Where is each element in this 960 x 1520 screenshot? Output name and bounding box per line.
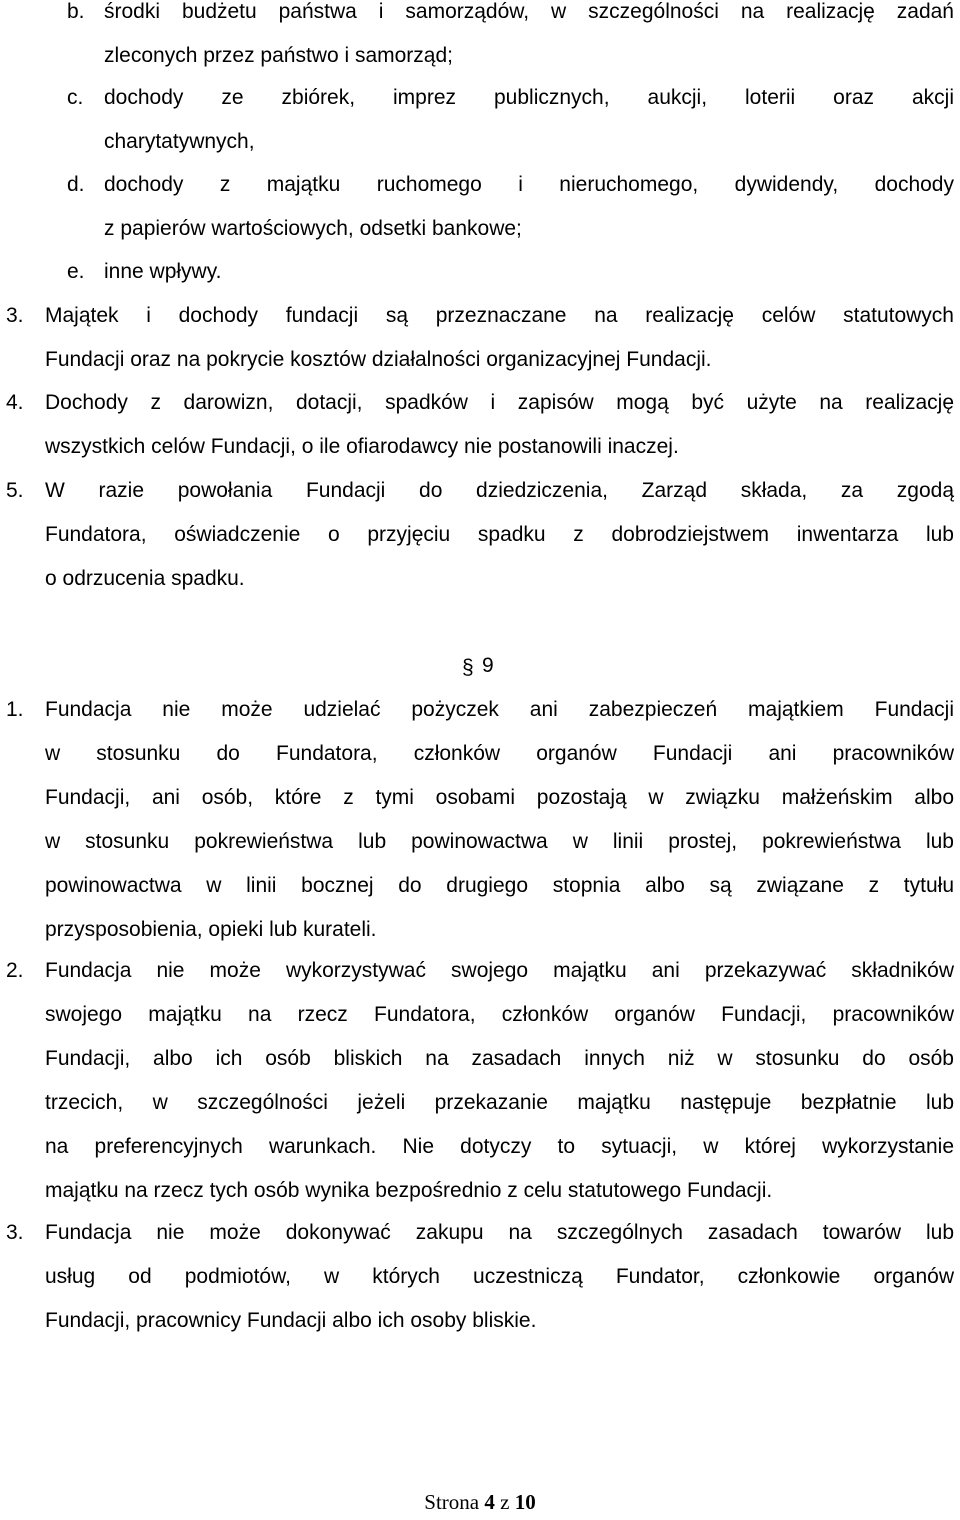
list-marker: 2. [6, 959, 24, 982]
list-item-text [104, 76, 954, 164]
text-line: trzecich, w szczególności jeżeli przekazanie majątku następuje bezpłatnie lub [45, 1091, 954, 1114]
text-line: Fundacja nie może dokonywać zakupu na szczególnych zasadach towarów lub [45, 1221, 954, 1244]
footer-prefix: Strona [424, 1490, 480, 1514]
list-marker: 5. [6, 479, 24, 502]
text-line: z papierów wartościowych, odsetki bankowe; [104, 217, 522, 240]
list-item-text [45, 949, 954, 1213]
text-line: charytatywnych, [104, 130, 255, 153]
text-line: Fundacji oraz na pokrycie kosztów działalności organizacyjnej Fundacji. [45, 348, 712, 371]
list-marker: b. [67, 0, 85, 23]
text-line: Dochody z darowizn, dotacji, spadków i zapisów mogą być użyte na realizację [45, 391, 954, 414]
text-line: Fundacji, ani osób, które z tymi osobami pozostają w związku małżeńskim albo [45, 786, 954, 809]
text-line: Fundacji, pracownicy Fundacji albo ich osoby bliskie. [45, 1309, 537, 1332]
section-number: 9 [482, 654, 494, 677]
text-line: przysposobienia, opieki lub kurateli. [45, 918, 377, 941]
text-line: Fundacja nie może udzielać pożyczek ani zabezpieczeń majątkiem Fundacji [45, 698, 954, 721]
list-marker: 1. [6, 698, 24, 721]
text-line: powinowactwa w linii bocznej do drugiego stopnia albo są związane z tytułu [45, 874, 954, 897]
footer-page-total: 10 [514, 1490, 536, 1514]
list-item-text [45, 469, 954, 601]
list-item-text [45, 294, 954, 382]
list-marker: 3. [6, 304, 24, 327]
text-line: na preferencyjnych warunkach. Nie dotyczy to sytuacji, w której wykorzystanie [45, 1135, 954, 1158]
list-item-text [104, 163, 954, 251]
text-line: majątku na rzecz tych osób wynika bezpośrednio z celu statutowego Fundacji. [45, 1179, 773, 1202]
list-item-text [45, 381, 954, 469]
text-line: inne wpływy. [104, 260, 222, 283]
footer-separator: z [500, 1490, 510, 1514]
text-line: w stosunku pokrewieństwa lub powinowactwa w linii prostej, pokrewieństwa lub [45, 830, 954, 853]
list-item-text [104, 250, 954, 294]
text-line: wszystkich celów Fundacji, o ile ofiarodawcy nie postanowili inaczej. [45, 435, 679, 458]
section-heading [462, 648, 522, 688]
list-marker: d. [67, 173, 85, 196]
list-marker: 3. [6, 1221, 24, 1244]
text-line: w stosunku do Fundatora, członków organów Fundacji ani pracowników [45, 742, 954, 765]
text-line: Fundatora, oświadczenie o przyjęciu spadku z dobrodziejstwem inwentarza lub [45, 523, 954, 546]
footer-page-number: 4 [484, 1490, 495, 1514]
text-line: Fundacji, albo ich osób bliskich na zasadach innych niż w stosunku do osób [45, 1047, 954, 1070]
text-line: dochody z majątku ruchomego i nieruchomego, dywidendy, dochody [104, 173, 954, 196]
text-line: W razie powołania Fundacji do dziedziczenia, Zarząd składa, za zgodą [45, 479, 954, 502]
text-line: swojego majątku na rzecz Fundatora, członków organów Fundacji, pracowników [45, 1003, 954, 1026]
list-item-text [104, 0, 954, 78]
text-line: Fundacja nie może wykorzystywać swojego majątku ani przekazywać składników [45, 959, 954, 982]
list-marker: 4. [6, 391, 24, 414]
text-line: środki budżetu państwa i samorządów, w szczególności na realizację zadań [104, 0, 954, 23]
list-item-text [45, 688, 954, 952]
text-line: Majątek i dochody fundacji są przeznaczane na realizację celów statutowych [45, 304, 954, 327]
text-line: zleconych przez państwo i samorząd; [104, 44, 453, 67]
list-marker: c. [67, 86, 84, 109]
text-line: dochody ze zbiórek, imprez publicznych, aukcji, loterii oraz akcji [104, 86, 954, 109]
section-symbol: § [462, 656, 474, 679]
text-line: usług od podmiotów, w których uczestniczą Fundator, członkowie organów [45, 1265, 954, 1288]
text-line: o odrzucenia spadku. [45, 567, 245, 590]
list-item-text [45, 1211, 954, 1343]
list-marker: e. [67, 260, 85, 283]
